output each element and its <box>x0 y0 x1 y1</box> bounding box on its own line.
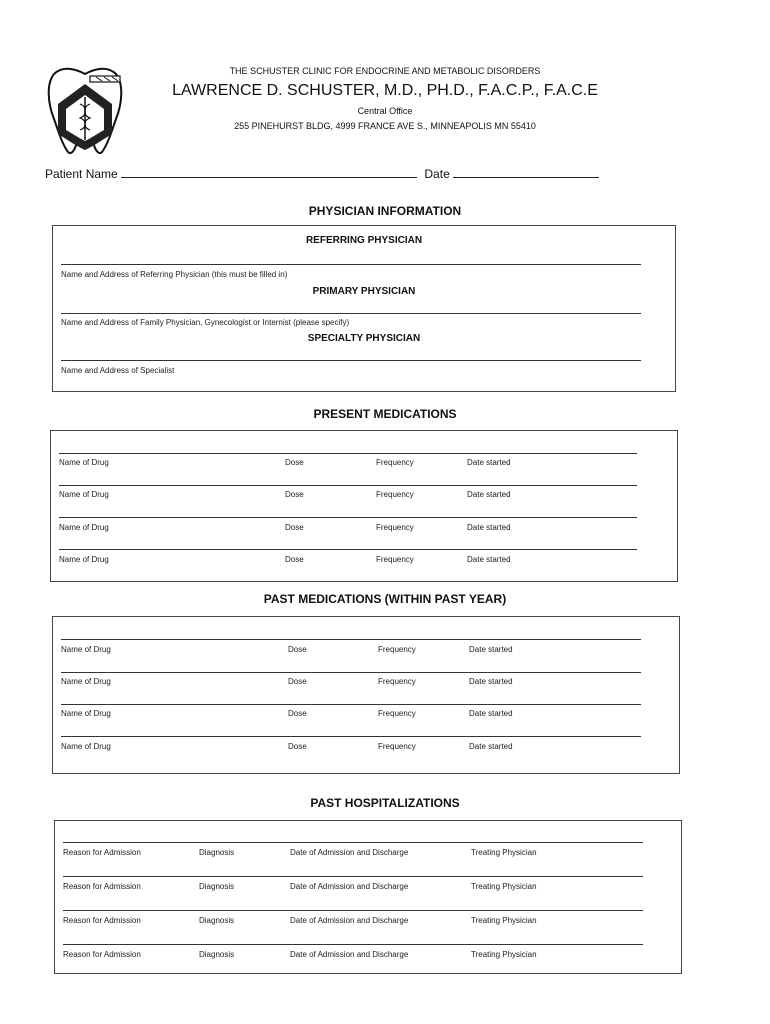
diagnosis-label: Diagnosis <box>199 950 235 959</box>
physician-info-title: PHYSICIAN INFORMATION <box>308 204 462 218</box>
drug-name-label: Name of Drug <box>61 677 111 686</box>
specialty-physician-title: SPECIALTY PHYSICIAN <box>307 333 421 344</box>
med-row-line[interactable] <box>61 672 641 673</box>
patient-row <box>45 165 599 181</box>
hosp-row-line[interactable] <box>63 910 643 911</box>
frequency-label: Frequency <box>376 490 414 499</box>
med-row-line[interactable] <box>59 453 637 454</box>
hospitalizations-box <box>54 820 682 974</box>
reason-label: Reason for Admission <box>63 950 141 959</box>
reason-label: Reason for Admission <box>63 916 141 925</box>
clinic-logo <box>44 64 126 156</box>
admission-dates-label: Date of Admission and Discharge <box>290 950 409 959</box>
dose-label: Dose <box>285 490 304 499</box>
drug-name-label: Name of Drug <box>61 645 111 654</box>
treating-physician-label: Treating Physician <box>471 950 537 959</box>
frequency-label: Frequency <box>376 555 414 564</box>
dose-label: Dose <box>288 645 307 654</box>
frequency-label: Frequency <box>378 645 416 654</box>
hospitalizations-title: PAST HOSPITALIZATIONS <box>310 796 460 810</box>
past-meds-box <box>52 616 680 774</box>
frequency-label: Frequency <box>378 742 416 751</box>
dose-label: Dose <box>285 555 304 564</box>
date-started-label: Date started <box>467 555 511 564</box>
office-address: 255 PINEHURST BLDG, 4999 FRANCE AVE S., MINNEAPOLIS MN 55410 <box>234 121 536 131</box>
med-row-line[interactable] <box>61 704 641 705</box>
date-started-label: Date started <box>469 677 513 686</box>
referring-physician-title: REFERRING PHYSICIAN <box>305 235 423 246</box>
date-label: Date <box>424 167 450 181</box>
frequency-label: Frequency <box>376 458 414 467</box>
admission-dates-label: Date of Admission and Discharge <box>290 882 409 891</box>
specialty-physician-caption: Name and Address of Specialist <box>61 366 175 375</box>
date-started-label: Date started <box>469 709 513 718</box>
date-started-label: Date started <box>469 645 513 654</box>
med-row-line[interactable] <box>61 639 641 640</box>
dose-label: Dose <box>288 677 307 686</box>
date-started-label: Date started <box>467 523 511 532</box>
med-row-line[interactable] <box>61 736 641 737</box>
admission-dates-label: Date of Admission and Discharge <box>290 916 409 925</box>
diagnosis-label: Diagnosis <box>199 916 235 925</box>
physician-info-box <box>52 225 676 392</box>
drug-name-label: Name of Drug <box>59 523 109 532</box>
specialty-physician-line[interactable] <box>61 360 641 361</box>
reason-label: Reason for Admission <box>63 848 141 857</box>
hosp-row-line[interactable] <box>63 944 643 945</box>
drug-name-label: Name of Drug <box>59 490 109 499</box>
referring-physician-line[interactable] <box>61 264 641 265</box>
med-row-line[interactable] <box>59 485 637 486</box>
diagnosis-label: Diagnosis <box>199 848 235 857</box>
hosp-row-line[interactable] <box>63 842 643 843</box>
diagnosis-label: Diagnosis <box>199 882 235 891</box>
physician-name: LAWRENCE D. SCHUSTER, M.D., PH.D., F.A.C.P., F.A.C.E <box>172 82 598 99</box>
dose-label: Dose <box>288 742 307 751</box>
dose-label: Dose <box>285 523 304 532</box>
frequency-label: Frequency <box>378 709 416 718</box>
admission-dates-label: Date of Admission and Discharge <box>290 848 409 857</box>
med-row-line[interactable] <box>59 517 637 518</box>
drug-name-label: Name of Drug <box>59 555 109 564</box>
present-meds-box <box>50 430 678 582</box>
date-started-label: Date started <box>467 490 511 499</box>
clinic-name: THE SCHUSTER CLINIC FOR ENDOCRINE AND METABOLIC DISORDERS <box>229 66 541 76</box>
treating-physician-label: Treating Physician <box>471 916 537 925</box>
frequency-label: Frequency <box>378 677 416 686</box>
drug-name-label: Name of Drug <box>61 742 111 751</box>
drug-name-label: Name of Drug <box>59 458 109 467</box>
dose-label: Dose <box>288 709 307 718</box>
primary-physician-caption: Name and Address of Family Physician, Gynecologist or Internist (please specify) <box>61 318 350 327</box>
present-meds-title: PRESENT MEDICATIONS <box>313 407 457 421</box>
primary-physician-title: PRIMARY PHYSICIAN <box>312 286 416 297</box>
hosp-row-line[interactable] <box>63 876 643 877</box>
primary-physician-line[interactable] <box>61 313 641 314</box>
dose-label: Dose <box>285 458 304 467</box>
date-field[interactable] <box>453 165 599 178</box>
date-started-label: Date started <box>467 458 511 467</box>
past-meds-title: PAST MEDICATIONS (WITHIN PAST YEAR) <box>263 592 507 606</box>
date-started-label: Date started <box>469 742 513 751</box>
drug-name-label: Name of Drug <box>61 709 111 718</box>
frequency-label: Frequency <box>376 523 414 532</box>
med-row-line[interactable] <box>59 549 637 550</box>
treating-physician-label: Treating Physician <box>471 882 537 891</box>
treating-physician-label: Treating Physician <box>471 848 537 857</box>
patient-name-label: Patient Name <box>45 167 118 181</box>
patient-name-field[interactable] <box>121 165 417 178</box>
office-label: Central Office <box>357 106 413 116</box>
reason-label: Reason for Admission <box>63 882 141 891</box>
referring-physician-caption: Name and Address of Referring Physician (this must be filled in) <box>61 270 288 279</box>
